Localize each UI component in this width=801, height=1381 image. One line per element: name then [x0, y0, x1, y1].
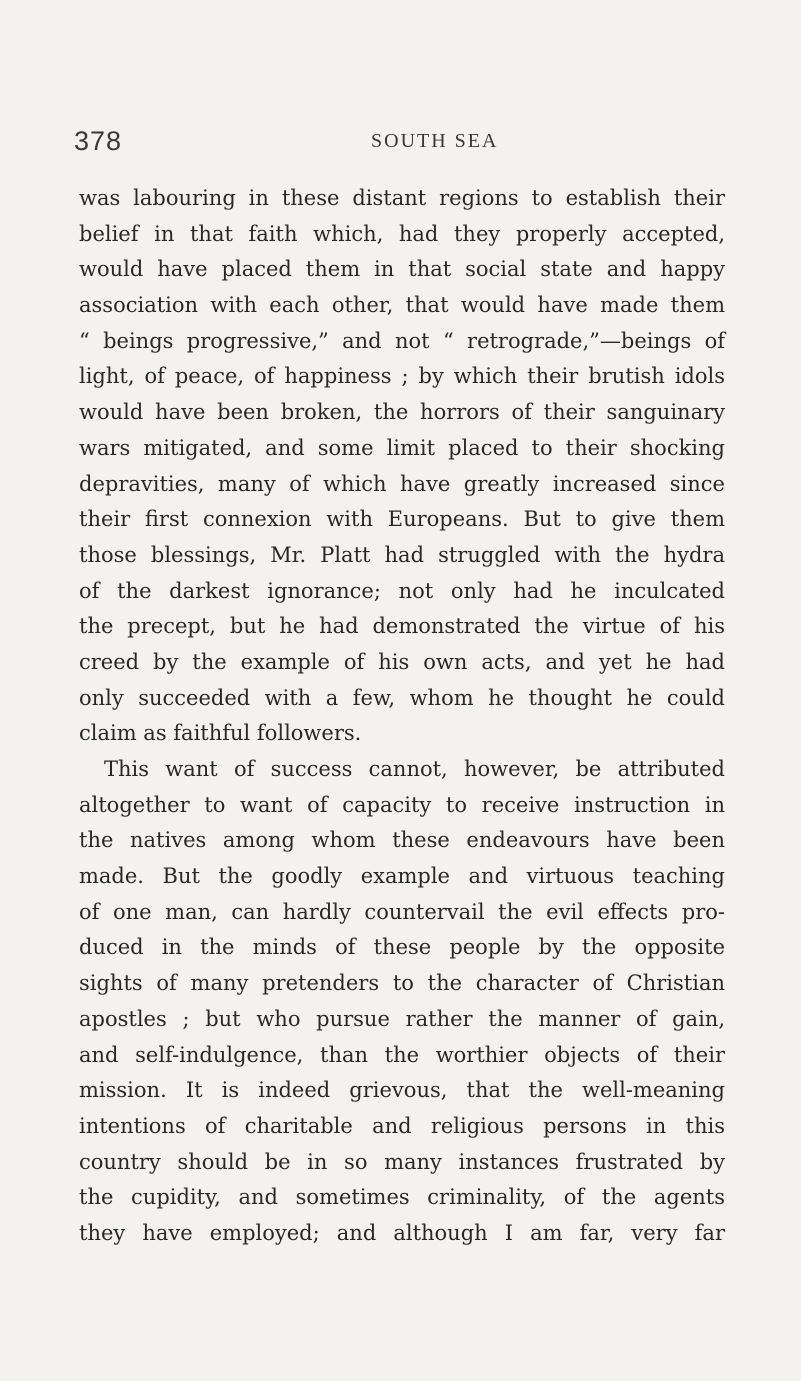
text-line: only succeeded with a few, whom he thought he could — [79, 685, 725, 710]
text-line-paragraph-end: claim as faithful followers. — [79, 721, 362, 746]
text-line: would have been broken, the horrors of their sanguinary — [79, 400, 725, 425]
text-line: intentions of charitable and religious persons in this — [79, 1113, 725, 1138]
text-line: was labouring in these distant regions to establish their — [79, 186, 725, 210]
text-line: the precept, but he had demonstrated the virtue of his — [79, 614, 725, 639]
text-line: the cupidity, and sometimes criminality, of the agents — [79, 1185, 725, 1210]
text-line: depravities, many of which have greatly increased since — [79, 471, 725, 496]
text-line: belief in that faith which, had they properly accepted, — [79, 221, 725, 246]
text-line: the natives among whom these endeavours have been — [79, 828, 725, 853]
text-line: country should be in so many instances frustrated by — [79, 1149, 725, 1174]
text-line: their first connexion with Europeans. But to give them — [79, 507, 725, 532]
text-line: of one man, can hardly countervail the evil effects pro- — [79, 899, 725, 924]
page-number: 378 — [74, 126, 123, 156]
text-line: apostles ; but who pursue rather the manner of gain, — [79, 1006, 725, 1031]
text-line: those blessings, Mr. Platt had struggled with the hydra — [79, 542, 725, 567]
text-line: mission. It is indeed grievous, that the well-meaning — [79, 1078, 725, 1103]
text-line: light, of peace, of happiness ; by which their brutish idols — [79, 364, 725, 389]
text-line: they have employed; and although I am far, very far — [79, 1220, 725, 1245]
text-line: “ beings progressive,” and not “ retrograde,”—beings of — [79, 328, 725, 353]
text-line: made. But the goodly example and virtuous teaching — [79, 864, 725, 889]
running-head — [74, 126, 734, 160]
body-text — [79, 181, 725, 1252]
text-line: wars mitigated, and some limit placed to their shocking — [79, 435, 725, 460]
text-line: duced in the minds of these people by the opposite — [79, 935, 725, 960]
text-line: of the darkest ignorance; not only had he inculcated — [79, 578, 725, 603]
text-line: would have placed them in that social state and happy — [79, 257, 725, 282]
text-line: creed by the example of his own acts, and yet he had — [79, 649, 725, 674]
text-line: and self-indulgence, than the worthier objects of their — [79, 1042, 725, 1067]
text-line-paragraph-start: This want of success cannot, however, be attributed — [104, 757, 725, 781]
text-line: association with each other, that would have made them — [79, 293, 725, 318]
text-line: altogether to want of capacity to receive instruction in — [79, 792, 725, 817]
running-title: SOUTH SEA — [371, 130, 499, 152]
text-line: sights of many pretenders to the character of Christian — [79, 971, 725, 996]
